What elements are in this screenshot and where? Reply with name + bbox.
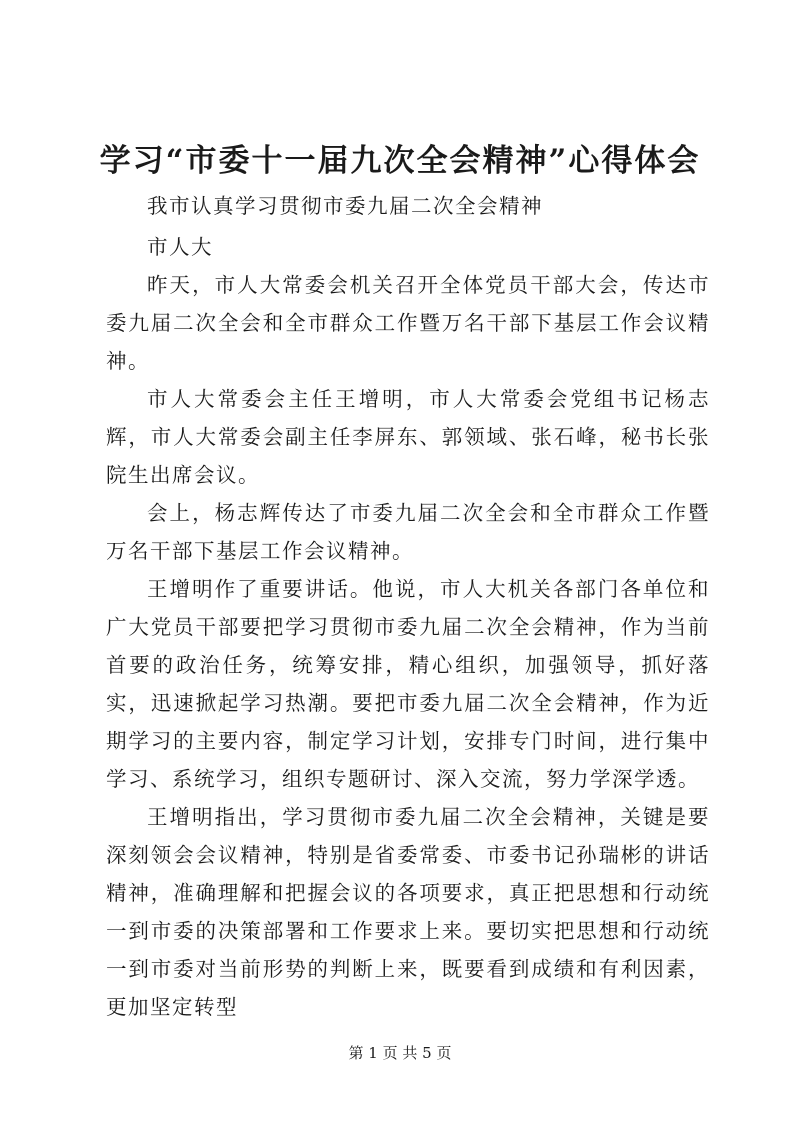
paragraph-speech: 王增明作了重要讲话。他说，市人大机关各部门各单位和广大党员干部要把学习贯彻市委九届二次全会精神，作为当前首要的政治任务，统筹安排，精心组织，加强领导，抓好落实，迅速掀起学习热潮。要把市委九届二次全会精神，作为近期学习的主要内容，制定学习计划，安排专门时间，进行集中学习、系统学习，组织专题研讨、深入交流，努力学深学透。 bbox=[106, 577, 710, 791]
paragraph-subtitle: 我市认真学习贯彻市委九届二次全会精神 bbox=[147, 194, 543, 218]
paragraph-meeting: 昨天，市人大常委会机关召开全体党员干部大会，传达市委九届二次全会和全市群众工作暨万名干部下基层工作会议精神。 bbox=[106, 273, 710, 373]
paragraph-key-points: 王增明指出，学习贯彻市委九届二次全会精神，关键是要深刻领会会议精神，特别是省委常委、市委书记孙瑞彬的讲话精神，准确理解和把握会议的各项要求，真正把思想和行动统一到市委的决策部署和工作要求上来。要切实把思想和行动统一到市委对当前形势的判断上来，既要看到成绩和有利因素，更加坚定转型 bbox=[106, 805, 710, 1019]
paragraph-attendees: 市人大常委会主任王增明，市人大常委会党组书记杨志辉，市人大常委会副主任李屏东、郭领域、张石峰，秘书长张院生出席会议。 bbox=[106, 387, 710, 487]
document-title: 学习“市委十一届九次全会精神”心得体会 bbox=[99, 143, 701, 179]
paragraph-author: 市人大 bbox=[147, 235, 213, 259]
document-body bbox=[106, 187, 710, 1026]
page-number: 第 1 页 共 5 页 bbox=[348, 1044, 452, 1062]
paragraph-conveyed: 会上，杨志辉传达了市委九届二次全会和全市群众工作暨万名干部下基层工作会议精神。 bbox=[106, 501, 710, 563]
